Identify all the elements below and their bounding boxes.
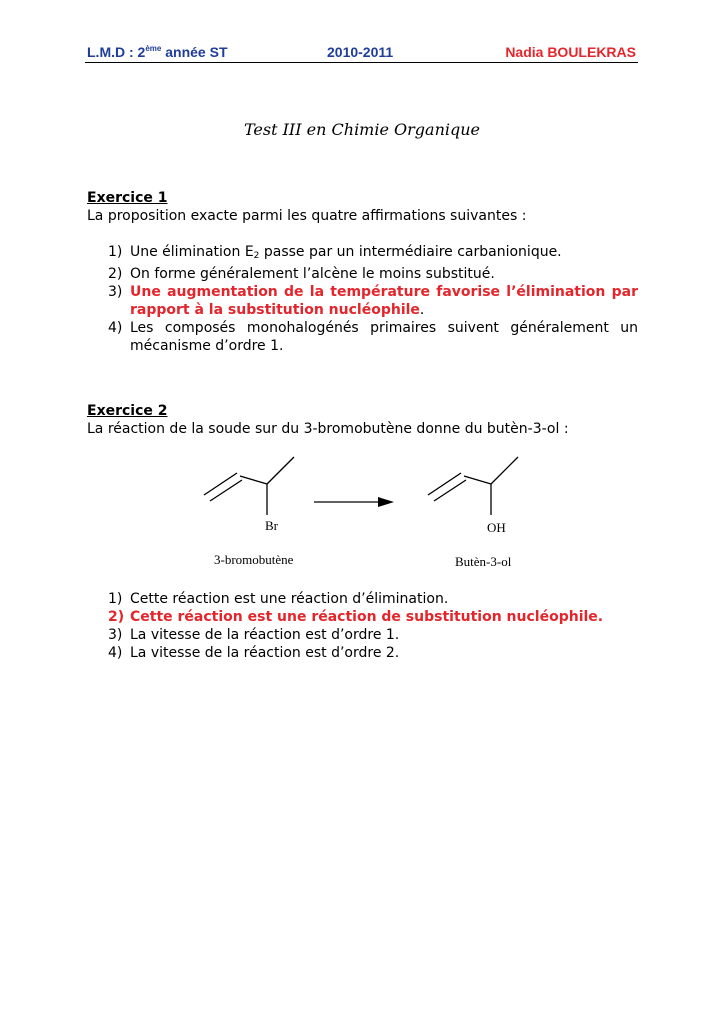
list-item-answer: 3) Une augmentation de la température favorise l’élimination par rapport à la substitution nucléophile. <box>108 284 638 318</box>
exercice-1-list <box>87 243 638 355</box>
exercice-2-title: Exercice 2 <box>87 403 168 419</box>
list-item: 3) La vitesse de la réaction est d’ordre 1. <box>108 627 400 643</box>
reaction-arrow <box>314 497 394 507</box>
list-item: 2) On forme généralement l’alcène le moins substitué. <box>108 266 495 282</box>
reactant-structure <box>204 457 294 515</box>
header-year: 2010-2011 <box>327 44 394 60</box>
exercice-2-list <box>87 590 638 662</box>
header-author: Nadia BOULEKRAS <box>505 44 636 60</box>
list-item: 1) Cette réaction est une réaction d’élimination. <box>108 591 449 607</box>
header-level: L.M.D : 2ème année ST <box>87 44 228 60</box>
list-item: 4) Les composés monohalogénés primaires suivent généralement un mécanisme d’ordre 1. <box>108 320 638 354</box>
page-title: Test III en Chimie Organique <box>243 120 481 139</box>
exercice-1-intro: La proposition exacte parmi les quatre affirmations suivantes : <box>87 208 527 224</box>
product-atom-label: OH <box>487 520 506 535</box>
exercice-2 <box>87 402 638 438</box>
exercice-1-title: Exercice 1 <box>87 190 168 206</box>
exercice-2-intro: La réaction de la soude sur du 3-bromobutène donne du butèn-3-ol : <box>87 421 569 437</box>
list-item-answer: 2) Cette réaction est une réaction de substitution nucléophile. <box>108 609 604 625</box>
list-item: 1) Une élimination $E_2$ passe par un intermédiaire carbanionique. <box>108 244 562 261</box>
page-header <box>85 44 638 63</box>
reactant-atom-label: Br <box>265 518 278 533</box>
reactant-name: 3-bromobutène <box>214 552 294 567</box>
exercice-1 <box>87 189 638 355</box>
exercice-2-answers <box>87 590 638 662</box>
product-structure <box>428 457 518 515</box>
list-item: 4) La vitesse de la réaction est d’ordre 2. <box>108 645 400 661</box>
product-name: Butèn-3-ol <box>455 554 512 569</box>
reaction-scheme <box>190 445 540 580</box>
